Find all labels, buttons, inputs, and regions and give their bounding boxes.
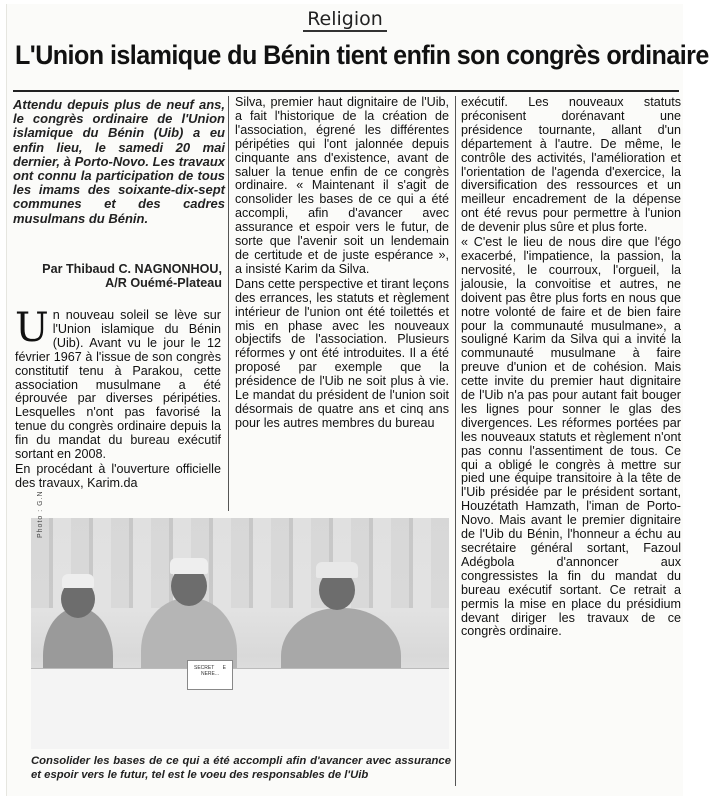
headline: L'Union islamique du Bénin tient enfin son congrès ordinaire xyxy=(15,40,709,70)
photo-person-left-cap xyxy=(62,574,94,588)
column-2-paragraph-2: Dans cette perspective et tirant leçons des errances, les statuts et règlement intérieur de l'union ont été toilettés et mis en phase avec les nouveaux objectifs de l'association. Plusieurs réformes y ont été introduites. Il a été proposé par exemple que la présidence de l'Uib ne soit plus à vie. Le mandat du président de l'union soit désormais de quatre ans et cinq ans pour les autres membres du bureau xyxy=(235,276,449,430)
photo-nameplate: SECRET E NERE... xyxy=(187,660,233,690)
column-1-text-1: n nouveau soleil se lève sur l'Union islamique du Bénin (Uib). Avant vu le jour le 12 février 1967 à l'issue de son congrès constitutif tenu à Parakou, cette association musulmane a été éprouvée par diverses péripéties. Lesquelles n'ont pas favorisé la tenue du congrès ordinaire depuis la fin du mandat du bureau exécutif sortant en 2008. xyxy=(15,308,221,462)
photo-person-right-cap xyxy=(316,562,358,578)
lead-paragraph: Attendu depuis plus de neuf ans, le congrès ordinaire de l'Union islamique du Bénin (Uib) a eu enfin lieu, le samedi 20 mai dernier, à Porto-Novo. Les travaux ont connu la participation de tous les imams des soixante-dix-sept communes et des cadres musulmans du Bénin. xyxy=(13,97,225,226)
column-divider-1 xyxy=(228,96,229,511)
column-divider-2 xyxy=(455,96,456,786)
photo-caption: Consolider les bases de ce qui a été accompli afin d'avancer avec assurance et espoir vers le futur, tel est le voeu des responsables de l'Uib xyxy=(31,755,451,781)
byline-author: Par Thibaud C. NAGNONHOU, xyxy=(42,262,222,276)
section-label-text: Religion xyxy=(303,8,387,32)
article-column-3 xyxy=(461,96,681,640)
section-label xyxy=(7,8,683,30)
photo-table xyxy=(31,668,449,749)
column-3-paragraph-1: exécutif. Les nouveaux statuts préconisent dorénavant une présidence tournante, allant d'un département à l'autre. De même, le contrôle des activités, l'amélioration et l'orientation de l'agenda d'exercice, la diversification des ressources et un meilleur encadrement de la dépense ont été revus pour permettre à l'union de devenir plus sûre et plus forte. xyxy=(461,95,681,235)
column-1-paragraph-2: En procédant à l'ouverture officielle des travaux, Karim.da xyxy=(15,461,221,490)
column-3-paragraph-2: « C'est le lieu de nous dire que l'égo exacerbé, l'impatience, la passion, la nervosité, le courroux, l'orgueil, la jalousie, la convoitise et autres, ne doivent pas être plus forts en nous que notre volonté de faire et de bien faire pour la communauté musulmane», a souligné Karim da Silva qui a invité la communauté musulmane à faire preuve d'union et de cohésion. Mais cette invite du premier haut dignitaire de l'Uib n'a pas pour autant fait bouger les lignes pour sonner le glas des divergences. Les réformes portées par les nouveaux statuts et règlement n'ont pas connu l'assentiment de tous. Ce qui a obligé le congrès à mettre sur pied une équipe transitoire à la tête de l'Uib présidée par le président sortant, Houzétath Hamzath, l'iman de Porto-Novo. Mais avant le premier dignitaire de l'Uib du Bénin, l'honneur a échu au secrétaire général sortant, Fazoul Adégbola d'annoncer aux congressistes la fin du mandat du bureau exécutif sortant. Ce retrait a permis la mise en place du présidium devant diriger les travaux de ce congrès ordinaire. xyxy=(461,235,681,639)
newspaper-page xyxy=(6,4,709,796)
article-column-1 xyxy=(15,305,221,492)
article-photo xyxy=(31,490,449,748)
byline xyxy=(17,262,222,290)
byline-location: A/R Ouémé-Plateau xyxy=(105,276,222,290)
column-1-paragraph-1 xyxy=(15,305,221,462)
dropcap: U xyxy=(15,305,49,351)
photo-credit: Photo : G.N xyxy=(37,490,44,538)
article-column-2 xyxy=(235,96,449,432)
photo-person-center-cap xyxy=(170,558,208,574)
headline-rule xyxy=(13,90,679,92)
column-2-paragraph-1: Silva, premier haut dignitaire de l'Uib, a fait l'historique de la création de l'association, égrené les différentes péripéties qui l'ont jalonnée depuis cinquante ans d'existence, avant de saluer la tenue enfin de ce congrès ordinaire. « Maintenant il s'agit de consolider les bases de ce qui a été accompli, afin d'avancer avec assurance et espoir vers le futur, de sorte que l'avenir soit un lendemain de certitude et de juste espérance », a insisté Karim da Silva. xyxy=(235,95,449,276)
